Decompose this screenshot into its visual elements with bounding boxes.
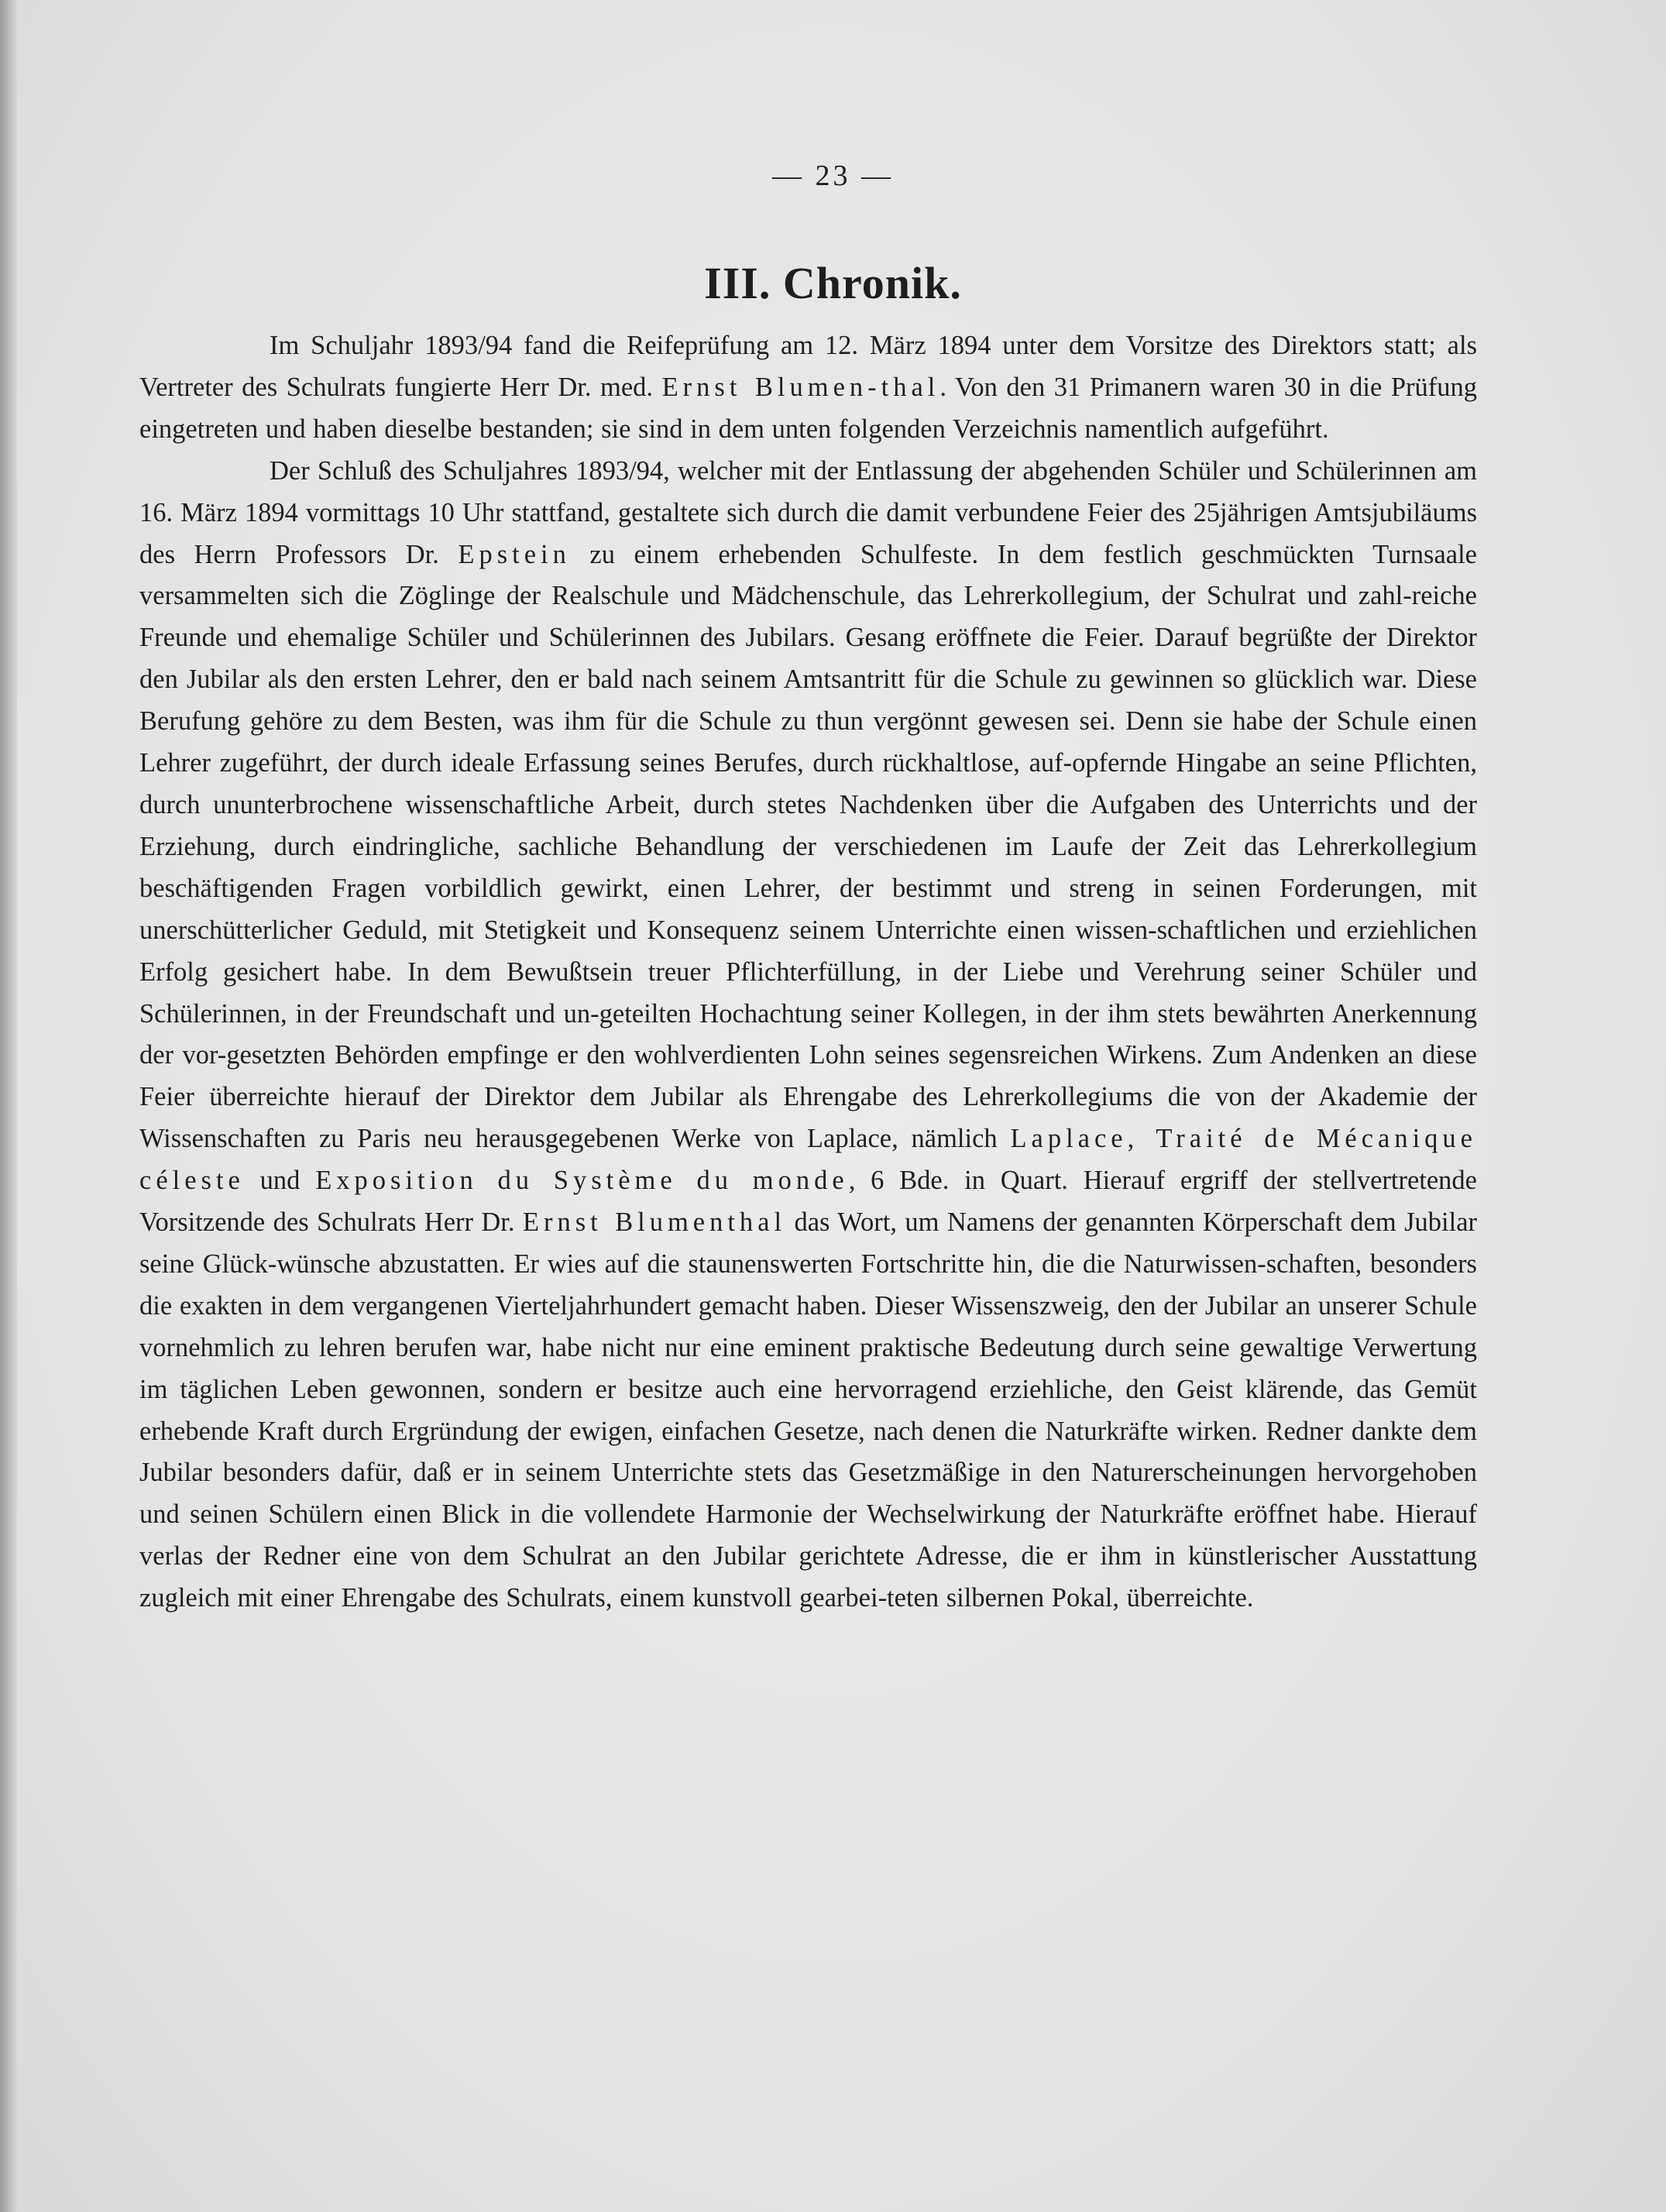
paragraph-2 xyxy=(139,451,1477,1620)
spaced-name: Ernst Blumenthal xyxy=(522,1207,787,1238)
spaced-name: Exposition du Système du monde xyxy=(315,1166,849,1196)
spaced-name: Ernst Blumen-thal xyxy=(661,372,940,402)
text-run: , 6 Bde. in Quart. Hierauf ergriff der stellvertretende Vorsitzende des Schulrats Herr Dr. xyxy=(139,1166,1477,1238)
text-run: und xyxy=(244,1166,316,1196)
spaced-name: Laplace, Traité de Mécanique céleste xyxy=(139,1124,1477,1196)
chapter-title: III. Chronik. xyxy=(704,258,962,308)
text-run: das Wort, um Namens der genannten Körperschaft dem Jubilar seine Glück-wünsche abzustatten. Er wies auf die staunenswerten Fortschritte hin, die die Naturwissen-schaften, besonders die exakten in dem vergangenen Vierteljahrhundert gemacht haben. Dieser Wissenszweig, den der Jubilar an unserer Schule vornehmlich zu lehren berufen war, habe nicht nur eine eminent praktische Bedeutung durch seine gewaltige Verwertung im täglichen Leben gewonnen, sondern er besitze auch eine hervorragend erziehliche, den Geist klärende, das Gemüt erhebende Kraft durch Ergründung der ewigen, einfachen Gesetze, nach denen die Naturkräfte wirken. Redner dankte dem Jubilar besonders dafür, daß er in seinem Unterrichte stets das Gesetzmäßige in den Naturerscheinungen hervorgehoben und seinen Schülern einen Blick in die vollendete Harmonie der Wechselwirkung der Naturkräfte eröffnet habe. Hierauf verlas der Redner eine von dem Schulrat an den Jubilar gerichtete Adresse, die er ihm in künstlerischer Ausstattung zugleich mit einer Ehrengabe des Schulrats, einem kunstvoll gearbei-teten silbernen Pokal, überreichte. xyxy=(139,1207,1477,1613)
body-text xyxy=(139,325,1477,1620)
page-edge-shadow xyxy=(0,0,17,2212)
text-run: Im Schuljahr 1893/94 fand die Reifeprüfung am 12. März 1894 unter dem Vorsitze des Direktors statt; als Vertreter des Schulrats fungierte Herr Dr. med. xyxy=(139,331,1477,402)
text-run: zu einem erhebenden Schulfeste. In dem festlich geschmückten Turnsaale versammelten sich die Zöglinge der Realschule und Mädchenschule, das Lehrerkollegium, der Schulrat und zahl-reiche Freunde und ehemalige Schüler und Schülerinnen des Jubilars. Gesang eröffnete die Feier. Darauf begrüßte der Direktor den Jubilar als den ersten Lehrer, den er bald nach seinem Amtsantritt für die Schule zu gewinnen so glücklich war. Diese Berufung gehöre zu dem Besten, was ihm für die Schule zu thun vergönnt gewesen sei. Denn sie habe der Schule einen Lehrer zugeführt, der durch ideale Erfassung seines Berufes, durch rückhaltlose, auf-opfernde Hingabe an seine Pflichten, durch ununterbrochene wissenschaftliche Arbeit, durch stetes Nachdenken über die Aufgaben des Unterrichts und der Erziehung, durch eindringliche, sachliche Behandlung der verschiedenen im Laufe der Zeit das Lehrerkollegium beschäftigenden Fragen vorbildlich gewirkt, einen Lehrer, der bestimmt und streng in seinen Forderungen, mit unerschütterlicher Geduld, mit Stetigkeit und Konsequenz seinem Unterrichte einen wissen-schaftlichen und erziehlichen Erfolg gesichert habe. In dem Bewußtsein treuer Pflichterfüllung, in der Liebe und Verehrung seiner Schüler und Schülerinnen, in der Freundschaft und un-geteilten Hochachtung seiner Kollegen, in der ihm stets bewährten Anerkennung der vor-gesetzten Behörden empfinge er den wohlverdienten Lohn seines segensreichen Wirkens. Zum Andenken an diese Feier überreichte hierauf der Direktor dem Jubilar als Ehrengabe des Lehrerkollegiums die von der Akademie der Wissenschaften zu Paris neu herausgegebenen Werke von Laplace, nämlich xyxy=(139,539,1477,1154)
text-run: Der Schluß des Schuljahres 1893/94, welcher mit der Entlassung der abgehenden Schüler und Schülerinnen am 16. März 1894 vormittags 10 Uhr stattfand, gestaltete sich durch die damit verbundene Feier des 25jährigen Amtsjubiläums des Herrn Professors Dr. xyxy=(139,455,1477,569)
text-run: . Von den 31 Primanern waren 30 in die Prüfung eingetreten und haben dieselbe bestanden; sie sind in dem unten folgenden Verzeichnis namentlich aufgeführt. xyxy=(139,372,1477,444)
spaced-name: Epstein xyxy=(458,539,571,569)
page-number: — 23 — xyxy=(772,160,894,192)
paragraph-1 xyxy=(139,325,1477,451)
